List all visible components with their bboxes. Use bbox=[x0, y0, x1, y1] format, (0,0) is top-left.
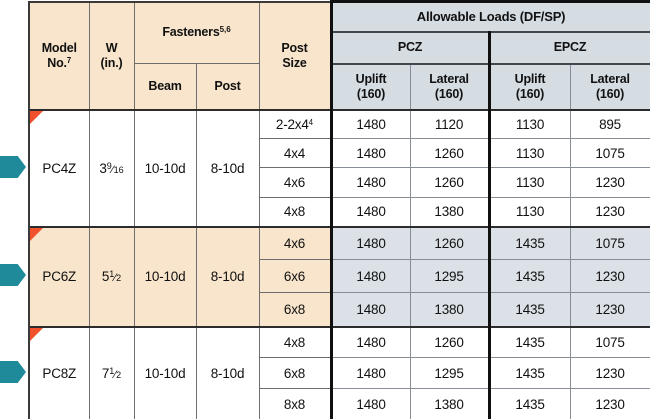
footnote-marker: 4 bbox=[308, 117, 314, 127]
header-allowable-loads: Allowable Loads (DF/SP) bbox=[331, 2, 650, 32]
load-cell: 1480 bbox=[331, 293, 410, 327]
cell-width: $7^1⁄2$ bbox=[89, 327, 134, 419]
new-product-corner-flag-icon bbox=[30, 228, 43, 241]
load-cell: 1130 bbox=[489, 110, 570, 139]
load-cell: 1295 bbox=[410, 358, 489, 389]
cell-post-size: 6x6 bbox=[259, 260, 331, 293]
pointer-arrow-icon bbox=[0, 156, 26, 178]
footnote-marker: 5,6 bbox=[219, 25, 231, 35]
load-cell: 1130 bbox=[489, 139, 570, 168]
header-fasteners: Fasteners$^{5,6}$ bbox=[134, 2, 259, 64]
cell-width: $5^1⁄2$ bbox=[89, 227, 134, 327]
cell-post-size: 4x4 bbox=[259, 139, 331, 168]
header-model-line1: Model bbox=[41, 40, 77, 55]
cell-beam-fasteners: 10-10d bbox=[134, 227, 196, 327]
load-cell: 1480 bbox=[331, 389, 410, 419]
load-cell: 1230 bbox=[570, 168, 650, 198]
load-cell: 1480 bbox=[331, 260, 410, 293]
header-beam: Beam bbox=[134, 64, 196, 110]
load-cell: 1480 bbox=[331, 227, 410, 260]
load-cell: 1480 bbox=[331, 110, 410, 139]
cell-post-size: 6x8 bbox=[259, 293, 331, 327]
load-cell: 1380 bbox=[410, 198, 489, 227]
cell-post-size: 4x8 bbox=[259, 198, 331, 227]
cell-post-fasteners: 8-10d bbox=[196, 327, 259, 419]
header-post-size: Post Size bbox=[259, 2, 331, 110]
load-cell: 1075 bbox=[570, 227, 650, 260]
load-cell: 1435 bbox=[489, 327, 570, 358]
cell-post-fasteners: 8-10d bbox=[196, 110, 259, 227]
header-model-line2: No.$^7$ bbox=[47, 55, 72, 70]
load-cell: 895 bbox=[570, 110, 650, 139]
pointer-arrow-icon bbox=[0, 361, 26, 383]
cell-post-size: 2-2x4$^4$ bbox=[259, 110, 331, 139]
load-cell: 1435 bbox=[489, 260, 570, 293]
load-cell: 1435 bbox=[489, 227, 570, 260]
load-cell: 1480 bbox=[331, 139, 410, 168]
footnote-marker: 7 bbox=[66, 55, 72, 65]
cell-post-size: 4x8 bbox=[259, 327, 331, 358]
cell-model-pc8z: PC8Z bbox=[29, 327, 89, 419]
new-product-corner-flag-icon bbox=[30, 328, 43, 341]
load-cell: 1380 bbox=[410, 389, 489, 419]
header-pcz-lateral: Lateral (160) bbox=[410, 64, 489, 110]
header-post: Post bbox=[196, 64, 259, 110]
load-cell: 1435 bbox=[489, 358, 570, 389]
load-cell: 1435 bbox=[489, 293, 570, 327]
cell-model-pc4z: PC4Z bbox=[29, 110, 89, 227]
cell-width: $3^9⁄16$ bbox=[89, 110, 134, 227]
load-cell: 1260 bbox=[410, 227, 489, 260]
load-cell: 1480 bbox=[331, 198, 410, 227]
pointer-arrow-icon bbox=[0, 264, 26, 286]
load-cell: 1480 bbox=[331, 358, 410, 389]
load-cell: 1230 bbox=[570, 198, 650, 227]
load-cell: 1230 bbox=[570, 260, 650, 293]
header-width: W (in.) bbox=[89, 2, 134, 110]
load-cell: 1075 bbox=[570, 139, 650, 168]
cell-post-fasteners: 8-10d bbox=[196, 227, 259, 327]
header-model-no bbox=[29, 2, 89, 110]
header-epcz: EPCZ bbox=[489, 32, 650, 64]
header-pcz: PCZ bbox=[331, 32, 489, 64]
load-cell: 1435 bbox=[489, 389, 570, 419]
load-table bbox=[28, 0, 650, 419]
load-cell: 1295 bbox=[410, 260, 489, 293]
cell-model-pc6z: PC6Z bbox=[29, 227, 89, 327]
load-cell: 1380 bbox=[410, 293, 489, 327]
cell-post-size: 4x6 bbox=[259, 168, 331, 198]
load-cell: 1480 bbox=[331, 327, 410, 358]
load-cell: 1230 bbox=[570, 389, 650, 419]
load-cell: 1130 bbox=[489, 168, 570, 198]
load-cell: 1120 bbox=[410, 110, 489, 139]
load-cell: 1260 bbox=[410, 168, 489, 198]
load-cell: 1260 bbox=[410, 139, 489, 168]
cell-post-size: 8x8 bbox=[259, 389, 331, 419]
cell-post-size: 6x8 bbox=[259, 358, 331, 389]
load-cell: 1480 bbox=[331, 168, 410, 198]
header-pcz-uplift: Uplift (160) bbox=[331, 64, 410, 110]
load-cell: 1230 bbox=[570, 293, 650, 327]
load-cell: 1230 bbox=[570, 358, 650, 389]
header-epcz-uplift: Uplift (160) bbox=[489, 64, 570, 110]
header-epcz-lateral: Lateral (160) bbox=[570, 64, 650, 110]
cell-beam-fasteners: 10-10d bbox=[134, 327, 196, 419]
load-cell: 1075 bbox=[570, 327, 650, 358]
cell-post-size: 4x6 bbox=[259, 227, 331, 260]
new-product-corner-flag-icon bbox=[30, 111, 43, 124]
load-cell: 1130 bbox=[489, 198, 570, 227]
cell-beam-fasteners: 10-10d bbox=[134, 110, 196, 227]
load-cell: 1260 bbox=[410, 327, 489, 358]
